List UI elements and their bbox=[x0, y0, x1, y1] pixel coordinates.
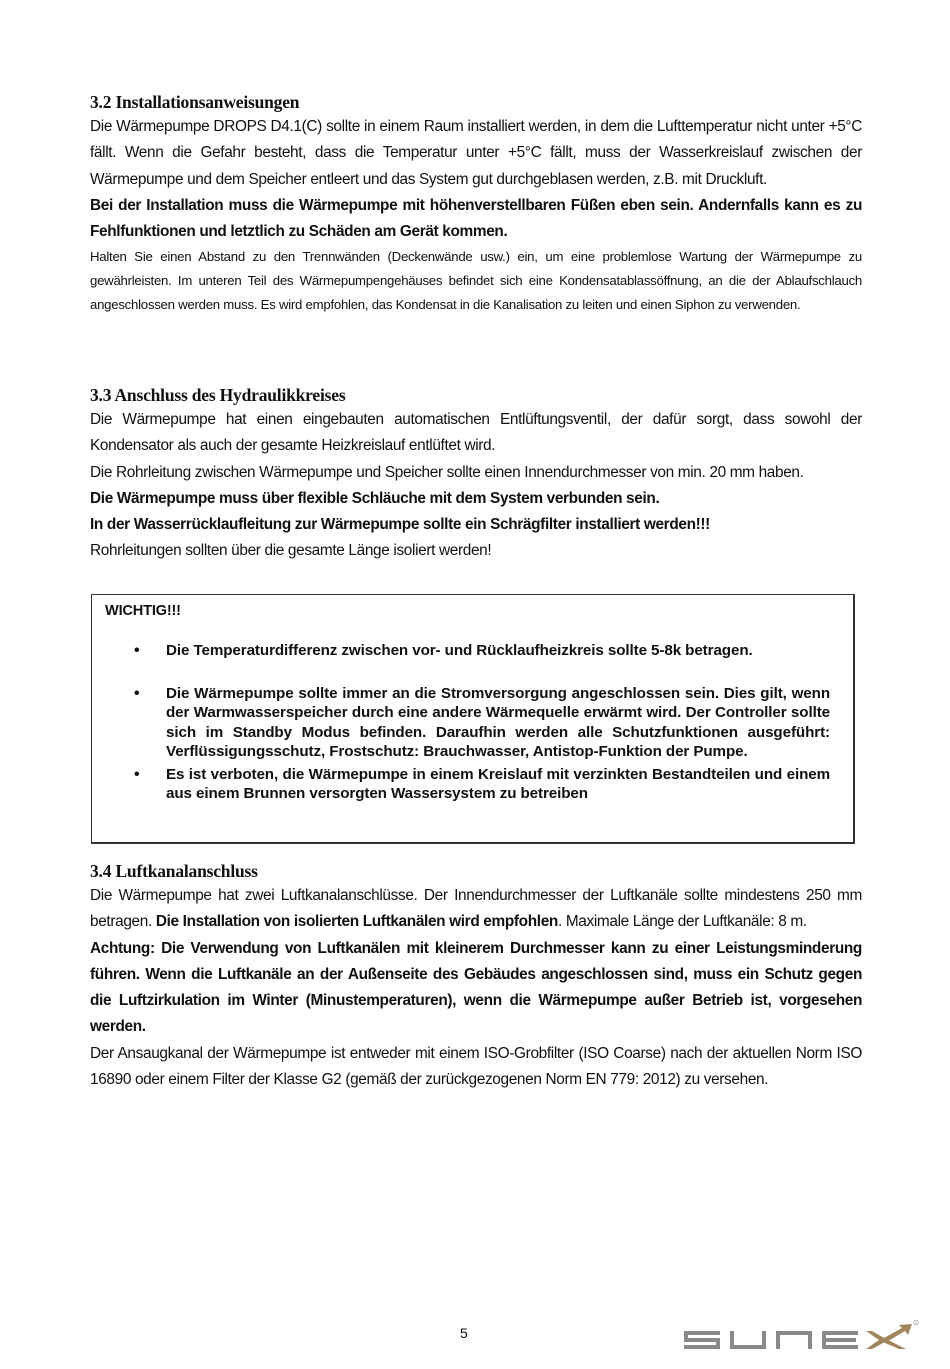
section-3-2 bbox=[90, 90, 862, 317]
paragraph-attention-small-diameter: Achtung: Die Verwendung von Luftkanälen mit kleinerem Durchmesser kann zu einer Leistungsminderung führen. Wenn die Luftkanäle an der Außenseite des Gebäudes angeschlossen sind, muss ein Schutz gegen die Luftzirkulation im Winter (Minustemperaturen), wenn die Wärmepumpe außer Betrieb ist, vorgesehen werden. bbox=[90, 939, 862, 1036]
important-notice-box bbox=[91, 594, 855, 844]
section-3-3 bbox=[90, 383, 862, 565]
page-number: 5 bbox=[460, 1325, 468, 1341]
important-notice-item bbox=[92, 765, 842, 804]
air-duct-text-a: Die Wärmepumpe hat zwei Luftkanalanschlüsse. Der Innendurchmesser der Luftkanäle sollte mindestens 250 mm betragen. bbox=[90, 887, 862, 931]
important-notice-title: WICHTIG!!! bbox=[105, 603, 181, 619]
registered-mark: ® bbox=[915, 1320, 918, 1325]
sunex-logo bbox=[680, 1319, 920, 1355]
important-notice-list bbox=[92, 641, 842, 804]
sunex-logo-icon bbox=[680, 1319, 920, 1355]
bullet-icon: • bbox=[134, 684, 140, 702]
paragraph-adjustable-feet-warning: Bei der Installation muss die Wärmepumpe mit höhenverstellbaren Füßen eben sein. Andernfalls kann es zu Fehlfunktionen und letztlich zu Schäden am Gerät kommen. bbox=[90, 196, 862, 241]
important-notice-item-text: Die Temperaturdifferenz zwischen vor- und Rücklaufheizkreis sollte 5-8k betragen. bbox=[166, 642, 753, 659]
paragraph-strainer-filter: In der Wasserrücklaufleitung zur Wärmepumpe sollte ein Schrägfilter installiert werden!!! bbox=[90, 516, 710, 534]
bullet-icon: • bbox=[134, 642, 140, 659]
bullet-icon: • bbox=[134, 765, 140, 783]
air-duct-text-c: . Maximale Länge der Luftkanäle: 8 m. bbox=[557, 913, 807, 931]
air-duct-insulation-recommendation: Die Installation von isolierten Luftkanälen wird empfohlen bbox=[155, 913, 558, 931]
paragraph-venting-valve: Die Wärmepumpe hat einen eingebauten automatischen Entlüftungsventil, der dafür sorgt, dass sowohl der Kondensator als auch der gesamte Heizkreislauf entlüftet wird. bbox=[90, 411, 862, 455]
section-heading-3-4: 3.4 Luftkanalanschluss bbox=[90, 861, 258, 881]
important-notice-item bbox=[92, 684, 842, 762]
paragraph-pipe-diameter: Die Rohrleitung zwischen Wärmepumpe und Speicher sollte einen Innendurchmesser von min. 20 mm haben. bbox=[90, 463, 804, 481]
paragraph-air-duct-connections bbox=[90, 883, 862, 936]
important-notice-item-text: Die Wärmepumpe sollte immer an die Stromversorgung angeschlossen sein. Dies gilt, wenn der Warmwasserspeicher durch eine andere Wärmequelle erwärmt wird. Der Controller sollte sich im Standby Modus befinden. Daraufhin werden alle Schutzfunktionen ausgeführt: Verflüssigungsschutz, Frostschutz: Brauchwasser, Antistop-Funktion der Pumpe. bbox=[166, 684, 830, 760]
section-3-4 bbox=[90, 859, 862, 1093]
section-heading-3-2: 3.2 Installationsanweisungen bbox=[90, 92, 300, 112]
paragraph-room-temperature: Die Wärmepumpe DROPS D4.1(C) sollte in einem Raum installiert werden, in dem die Lufttemperatur nicht unter +5°C fällt. Wenn die Gefahr besteht, dass die Temperatur unter +5°C fällt, muss der Wasserkreislauf zwischen der Wärmepumpe und dem Speicher entleert und das System gut durchgeblasen werden, z.B. mit Druckluft. bbox=[90, 118, 862, 188]
paragraph-intake-filter: Der Ansaugkanal der Wärmepumpe ist entweder mit einem ISO-Grobfilter (ISO Coarse) nach der aktuellen Norm ISO 16890 oder einem Filter der Klasse G2 (gemäß der zurückgezogenen Norm EN 779: 2012) zu versehen. bbox=[90, 1044, 862, 1089]
paragraph-pipe-insulation: Rohrleitungen sollten über die gesamte Länge isoliert werden! bbox=[90, 542, 492, 560]
section-heading-3-3: 3.3 Anschluss des Hydraulikkreises bbox=[90, 385, 346, 405]
paragraph-clearance-condensate: Halten Sie einen Abstand zu den Trennwänden (Deckenwände usw.) ein, um eine problemlose Wartung der Wärmepumpe zu gewährleisten. Im unteren Teil des Wärmepumpengehäuses befindet sich eine Kondensatablassöffnung, an die der Ablaufschlauch angeschlossen werden muss. Es wird empfohlen, das Kondensat in die Kanalisation zu leiten und einen Siphon zu verwenden. bbox=[90, 249, 862, 313]
important-notice-item-text: Es ist verboten, die Wärmepumpe in einem Kreislauf mit verzinkten Bestandteilen und einem aus einem Brunnen versorgten Wassersystem zu betreiben bbox=[166, 765, 830, 802]
paragraph-flexible-hoses: Die Wärmepumpe muss über flexible Schläuche mit dem System verbunden sein. bbox=[90, 489, 660, 507]
important-notice-item bbox=[92, 641, 842, 661]
